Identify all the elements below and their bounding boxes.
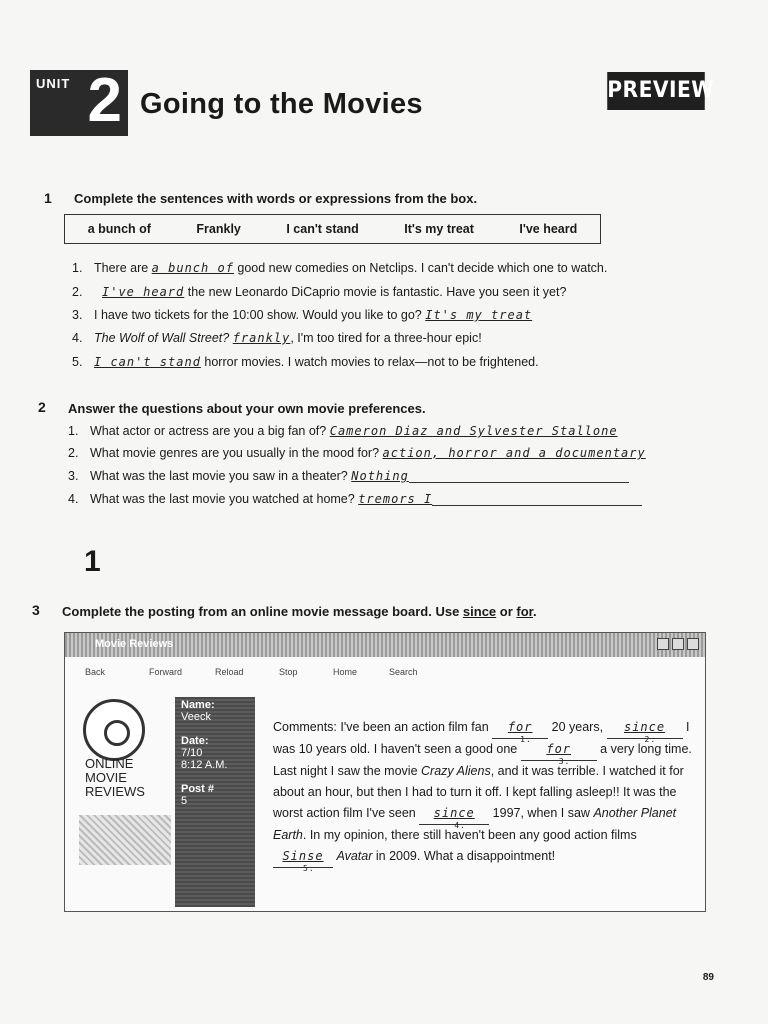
browser-toolbar	[65, 659, 705, 685]
page-number: 89	[702, 972, 714, 983]
answer-field[interactable]: since 4.	[419, 803, 489, 825]
exercise-3-number: 3	[32, 602, 40, 618]
word-box	[64, 214, 601, 244]
site-logo-text: ONLINE MOVIE REVIEWS	[85, 756, 145, 799]
ex1-item-4: 4. The Wolf of Wall Street? frankly, I'm too tired for a three-hour epic!	[72, 331, 482, 345]
answer-field[interactable]: Cameron Diaz and Sylvester Stallone	[329, 424, 618, 438]
answer-field[interactable]: for 1.	[492, 717, 548, 739]
ex1-item-1: 1. There are a bunch of good new comedies on Netclips. I can't decide which one to watch.	[72, 261, 608, 275]
ad-placeholder	[79, 815, 171, 865]
browser-title: Movie Reviews	[95, 638, 174, 650]
ex2-item-4: 4. What was the last movie you watched at home? tremors I	[68, 492, 642, 506]
maximize-icon[interactable]	[672, 638, 684, 650]
box-word: I can't stand	[286, 222, 359, 236]
ex2-item-1: 1. What actor or actress are you a big fan of? Cameron Diaz and Sylvester Stallone	[68, 424, 618, 438]
answer-field[interactable]: a bunch of	[151, 261, 234, 275]
unit-badge	[30, 66, 128, 136]
film-reel-icon	[83, 699, 145, 761]
preview-badge: PREVIEW	[607, 72, 705, 110]
ex1-item-5: 5. I can't stand horror movies. I watch movies to relax—not to be frightened.	[72, 355, 539, 369]
answer-field[interactable]: It's my treat	[425, 308, 533, 322]
exercise-2-instruction: Answer the questions about your own movie preferences.	[68, 401, 426, 416]
post-info-sidebar: Name: Veeck Date: 7/10 8:12 A.M. Post # 5	[175, 697, 255, 907]
unit-label: UNIT	[36, 76, 71, 91]
exercise-3-instruction: Complete the posting from an online movie message board. Use since or for.	[62, 604, 537, 619]
answer-field[interactable]: Nothing	[351, 469, 409, 483]
reload-button[interactable]: Reload	[215, 667, 244, 677]
section-mark: 1	[84, 545, 101, 578]
exercise-1-number: 1	[44, 190, 52, 206]
browser-window	[64, 632, 706, 912]
close-icon[interactable]	[687, 638, 699, 650]
unit-number: 2	[87, 66, 122, 135]
answer-line	[409, 471, 629, 483]
answer-field[interactable]: tremors I	[358, 492, 433, 506]
answer-field[interactable]: I've heard	[102, 285, 185, 299]
posting-text: Comments: I've been an action film fan for 1. 20 years, since 2. I was 10 years old. I haven't seen a good one for 3. a very long time. Last night I saw the movie Crazy Aliens, and it was terrible. I watched it for about an hour, but then I had to turn it off. I kept falling asleep!! It was the worst action film I've seen since 4. 1997, when I saw Another Planet Earth. In my opinion, there still haven't been any good action films Sinse 5. Avatar in 2009. What a disappointment!	[273, 717, 698, 868]
answer-field[interactable]: I can't stand	[94, 355, 201, 369]
minimize-icon[interactable]	[657, 638, 669, 650]
answer-line	[432, 494, 642, 506]
box-word: I've heard	[519, 222, 578, 236]
answer-field[interactable]: Sinse 5.	[273, 846, 333, 868]
search-button[interactable]: Search	[389, 667, 418, 677]
box-word: a bunch of	[87, 222, 151, 236]
forward-button[interactable]: Forward	[149, 667, 183, 677]
stop-button[interactable]: Stop	[279, 667, 298, 677]
ex1-item-3: 3. I have two tickets for the 10:00 show. Would you like to go? It's my treat	[72, 308, 533, 322]
answer-field[interactable]: frankly	[232, 331, 291, 345]
answer-field[interactable]: for 3.	[521, 739, 597, 761]
exercise-2-number: 2	[38, 399, 46, 415]
ex1-item-2: 2. I've heard the new Leonardo DiCaprio movie is fantastic. Have you seen it yet?	[72, 285, 567, 299]
ex2-item-3: 3. What was the last movie you saw in a theater? Nothing	[68, 469, 629, 483]
ex2-item-2: 2. What movie genres are you usually in the mood for? action, horror and a documentary	[68, 446, 646, 460]
home-button[interactable]: Home	[333, 667, 358, 677]
box-word: It's my treat	[404, 222, 474, 236]
answer-field[interactable]: action, horror and a documentary	[382, 446, 646, 460]
browser-titlebar	[65, 633, 705, 657]
back-button[interactable]: Back	[85, 667, 106, 677]
box-word: Frankly	[196, 222, 241, 236]
answer-field[interactable]: since 2.	[607, 717, 683, 739]
page-title: Going to the Movies	[140, 88, 423, 120]
exercise-1-instruction: Complete the sentences with words or expressions from the box.	[74, 191, 478, 206]
